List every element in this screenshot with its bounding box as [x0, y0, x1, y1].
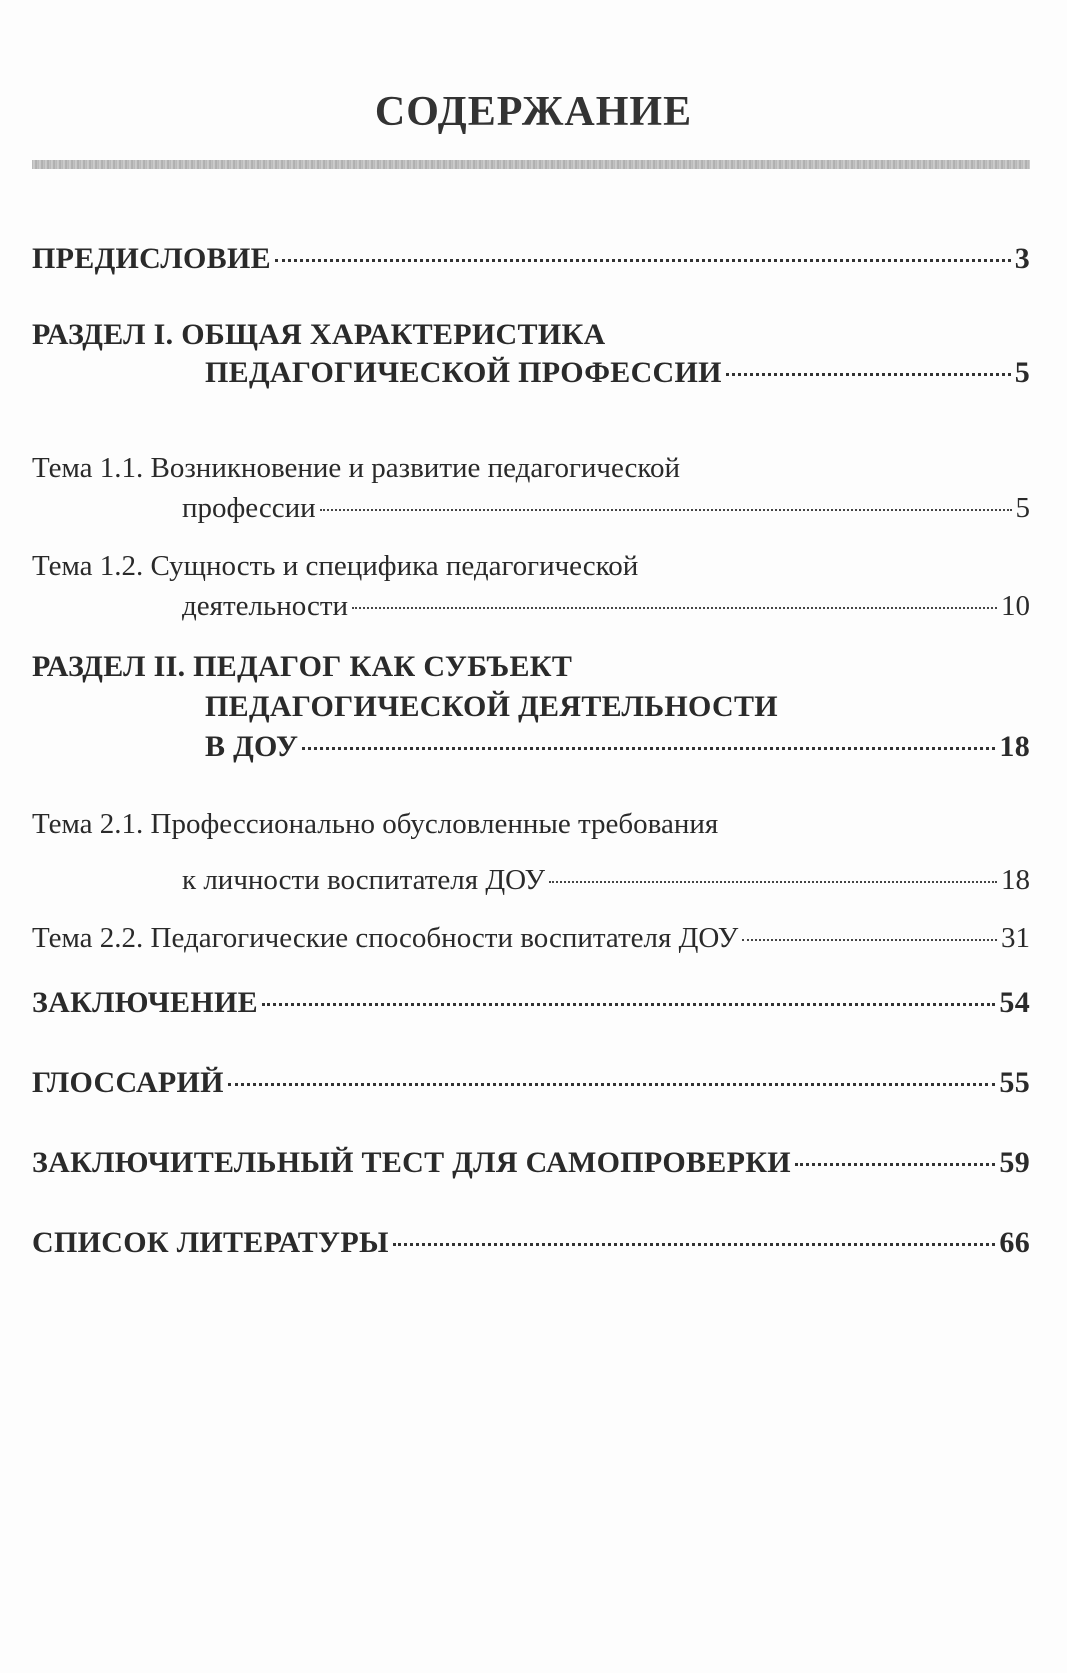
toc-entry-label: ПРЕДИСЛОВИЕ [32, 242, 271, 275]
toc-topic-2-1-heading [32, 808, 1030, 841]
toc-page-number: 18 [1001, 864, 1030, 896]
toc-entry-label: Тема 2.2. Педагогические способности воспитателя ДОУ [32, 922, 739, 954]
toc-page-number: 54 [999, 986, 1030, 1019]
toc-topic-1-2-heading [32, 550, 1030, 583]
toc-entry-label: ПЕДАГОГИЧЕСКОЙ ПРОФЕССИИ [205, 356, 722, 389]
toc-page-number: 55 [999, 1066, 1030, 1099]
toc-entry-topic-2-1[interactable] [32, 864, 1030, 897]
dot-leader [549, 881, 997, 883]
toc-page-number: 18 [999, 730, 1030, 763]
toc-entry-references[interactable] [32, 1226, 1030, 1260]
dot-leader [275, 259, 1011, 262]
toc-entry-label: РАЗДЕЛ II. ПЕДАГОГ КАК СУБЪЕКТ [32, 650, 573, 683]
toc-entry-label: деятельности [182, 590, 349, 622]
toc-entry-section-1[interactable] [32, 356, 1030, 390]
toc-entry-label: ГЛОССАРИЙ [32, 1066, 224, 1099]
dot-leader [228, 1083, 996, 1086]
toc-page-number: 3 [1014, 242, 1030, 275]
toc-entry-conclusion[interactable] [32, 986, 1030, 1020]
toc-entry-label: Тема 1.2. Сущность и специфика педагогической [32, 550, 639, 582]
toc-entry-section-2[interactable] [32, 730, 1030, 764]
toc-entry-topic-1-1[interactable] [32, 492, 1030, 525]
toc-entry-label: РАЗДЕЛ I. ОБЩАЯ ХАРАКТЕРИСТИКА [32, 318, 606, 351]
toc-entry-preface[interactable] [32, 242, 1030, 276]
dot-leader [320, 509, 1012, 511]
toc-page-number: 59 [999, 1146, 1030, 1179]
toc-entry-label: ЗАКЛЮЧИТЕЛЬНЫЙ ТЕСТ ДЛЯ САМОПРОВЕРКИ [32, 1146, 791, 1179]
dot-leader [352, 607, 997, 609]
toc-entry-label: Тема 2.1. Профессионально обусловленные требования [32, 808, 719, 840]
toc-entry-label: СПИСОК ЛИТЕРАТУРЫ [32, 1226, 389, 1259]
dot-leader [302, 747, 995, 750]
toc-entry-label: Тема 1.1. Возникновение и развитие педагогической [32, 452, 681, 484]
toc-section-2-heading-line2 [32, 690, 1030, 724]
toc-entry-label: ЗАКЛЮЧЕНИЕ [32, 986, 258, 1019]
toc-entry-label: профессии [182, 492, 316, 524]
dot-leader [393, 1243, 996, 1246]
toc-page-number: 66 [999, 1226, 1030, 1259]
toc-section-2-heading [32, 650, 1030, 684]
toc-page-number: 31 [1001, 922, 1030, 954]
title-divider [32, 160, 1030, 169]
toc-entry-label: В ДОУ [205, 730, 299, 763]
dot-leader [742, 939, 997, 941]
toc-section-1-heading [32, 318, 1030, 352]
toc-entry-glossary[interactable] [32, 1066, 1030, 1100]
toc-page-number: 5 [1015, 492, 1030, 524]
dot-leader [726, 373, 1011, 376]
toc-topic-1-1-heading [32, 452, 1030, 485]
dot-leader [795, 1163, 995, 1166]
toc-entry-topic-2-2[interactable] [32, 922, 1030, 955]
dot-leader [262, 1003, 995, 1006]
toc-entry-final-test[interactable] [32, 1146, 1030, 1180]
page-title: СОДЕРЖАНИЕ [374, 89, 693, 135]
toc-entry-label: ПЕДАГОГИЧЕСКОЙ ДЕЯТЕЛЬНОСТИ [205, 690, 778, 723]
toc-page-number: 10 [1001, 590, 1030, 622]
toc-entry-label: к личности воспитателя ДОУ [182, 864, 545, 896]
toc-entry-topic-1-2[interactable] [32, 590, 1030, 623]
toc-page-number: 5 [1014, 356, 1030, 389]
